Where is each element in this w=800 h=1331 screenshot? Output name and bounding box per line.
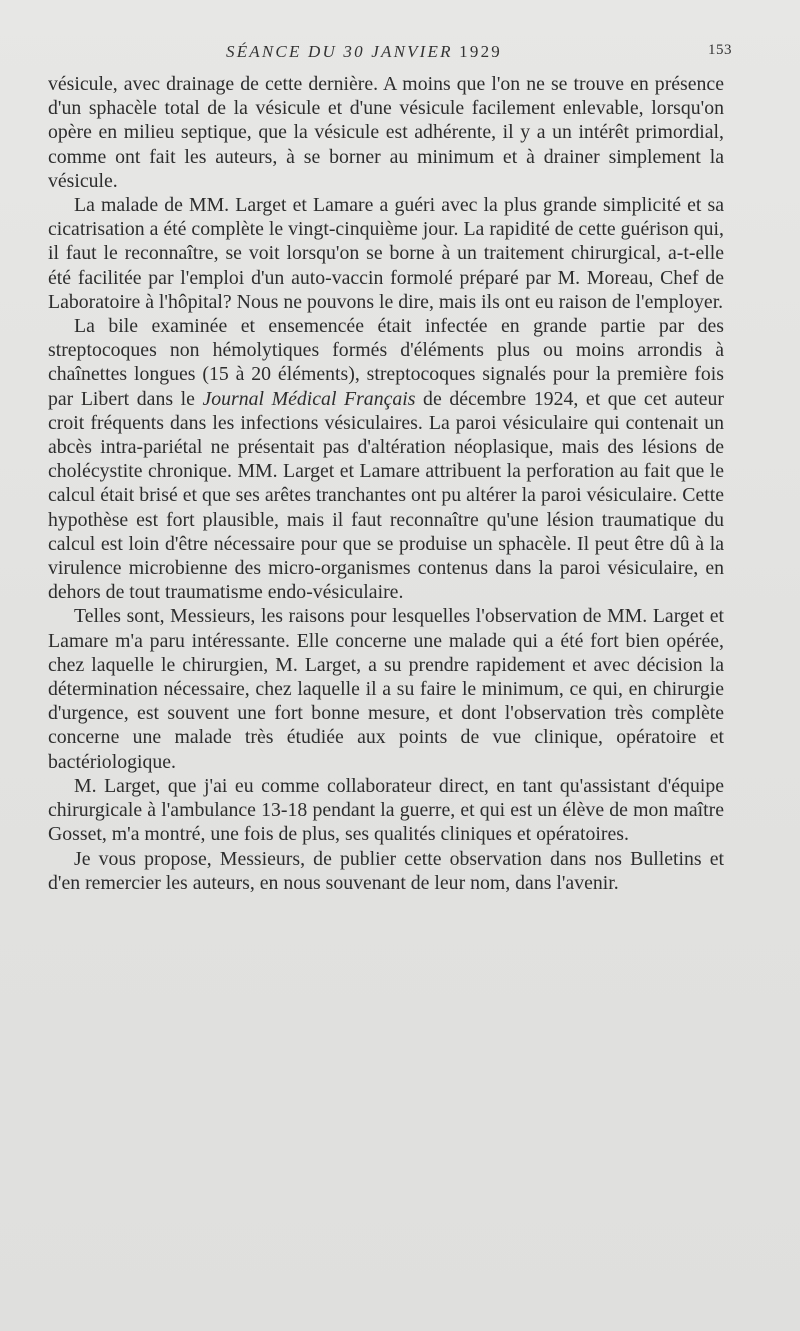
paragraph-3 — [48, 314, 724, 604]
journal-title: Journal Médical Français — [202, 387, 416, 410]
body-text — [48, 72, 724, 895]
header-title-text: SÉANCE DU 30 JANVIER — [226, 42, 453, 61]
paragraph-4: Telles sont, Messieurs, les raisons pour lesquelles l'observation de MM. Larget et Lamare m'a paru intéressante. Elle concerne une malade qui a été fort bien opérée, chez laquelle le chirurgien, M. Larget, a su prendre rapidement et avec décision la détermination nécessaire, chez laquelle il a su faire le minimum, ce qui, en chirurgie d'urgence, est souvent une fort bonne mesure, et dont l'observation très complète concerne une malade très étudiée aux points de vue clinique, opératoire et bactériologique. — [48, 605, 724, 773]
running-header — [48, 36, 732, 72]
header-title — [226, 42, 502, 62]
page-number: 153 — [708, 42, 732, 58]
paragraph-1: vésicule, avec drainage de cette dernière. A moins que l'on ne se trouve en présence d'un sphacèle total de la vésicule et d'une vésicule facilement enlevable, lorsqu'on opère en milieu septique, que la vésicule est adhérente, il y a un intérêt primordial, comme ont fait les auteurs, à se borner au minimum et à drainer simplement la vésicule. — [48, 73, 724, 192]
paragraph-3-part-1: La bile examinée et ensemencée était infectée en grande partie par des streptocoques non hémolytiques formés d'éléments plus ou moins arrondis à chaînettes longues (15 à 20 éléments), streptocoques signalés pour la première fois par Libert dans le — [48, 315, 724, 410]
document-page — [48, 36, 732, 895]
paragraph-3-part-2: de décembre 1924, et que cet auteur croit fréquents dans les infections vésiculaires. La paroi vésiculaire qui contenait un abcès intra-pariétal ne présentait pas d'altération néoplasique, mais des lésions de cholécystite chronique. MM. Larget et Lamare attribuent la perforation au fait que le calcul était brisé et que ses arêtes tranchantes ont pu altérer la paroi vésiculaire. Cette hypothèse est fort plausible, mais il faut reconnaître qu'une lésion traumatique du calcul est loin d'être nécessaire pour que se produise un sphacèle. Il peut être dû à la virulence microbienne des micro-organismes contenus dans la paroi vésiculaire, en dehors de tout traumatisme endo-vésiculaire. — [48, 387, 724, 604]
paragraph-5: M. Larget, que j'ai eu comme collaborateur direct, en tant qu'assistant d'équipe chirurgicale à l'ambulance 13-18 pendant la guerre, et qui est un élève de mon maître Gosset, m'a montré, une fois de plus, ses qualités cliniques et opératoires. — [48, 774, 724, 846]
paragraph-6: Je vous propose, Messieurs, de publier cette observation dans nos Bulletins et d'en remercier les auteurs, en nous souvenant de leur nom, dans l'avenir. — [48, 847, 724, 894]
header-year: 1929 — [459, 42, 502, 61]
paragraph-2: La malade de MM. Larget et Lamare a guéri avec la plus grande simplicité et sa cicatrisation a été complète le vingt-cinquième jour. La rapidité de cette guérison qui, il faut le reconnaître, se voit lorsqu'on se borne à un traitement chirurgical, a-t-elle été facilitée par l'emploi d'un auto-vaccin formolé préparé par M. Moreau, Chef de Laboratoire à l'hôpital? Nous ne pouvons le dire, mais ils ont eu raison de l'employer. — [48, 194, 724, 313]
